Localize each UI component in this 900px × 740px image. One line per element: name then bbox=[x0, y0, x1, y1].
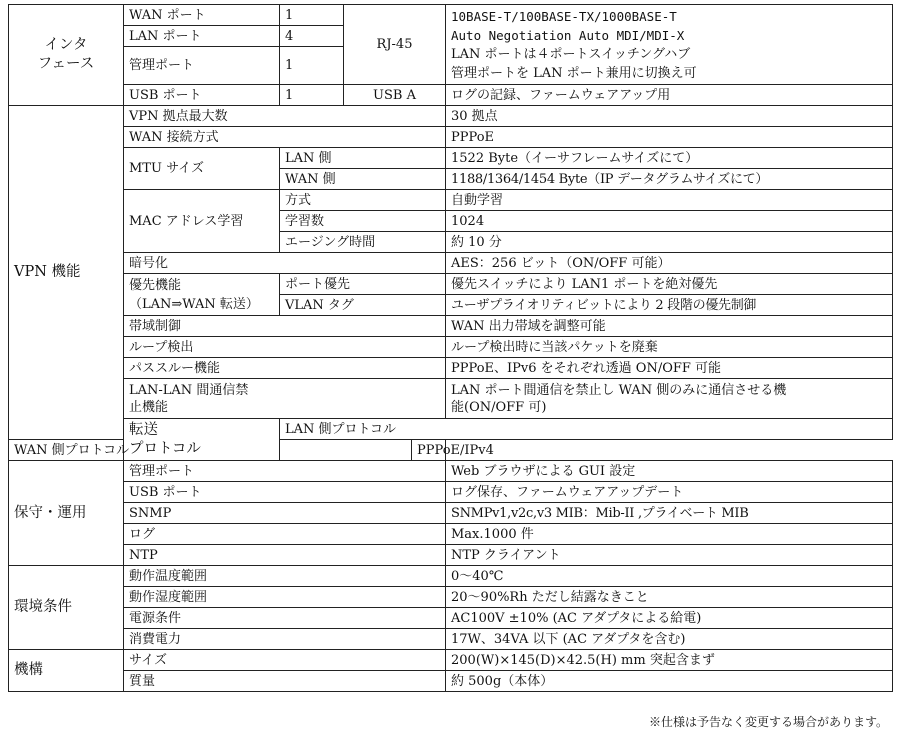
interface-lan-port-label: LAN ポート bbox=[124, 26, 280, 47]
vpn-max-sites-label: VPN 拠点最大数 bbox=[124, 106, 446, 127]
vpn-bandwidth-label: 帯域制御 bbox=[124, 316, 446, 337]
env-humidity-value: 20～90%Rh ただし結露なきこと bbox=[446, 587, 893, 608]
interface-mgmt-port-label: 管理ポート bbox=[124, 47, 280, 85]
vpn-mac-count-label: 学習数 bbox=[280, 211, 446, 232]
interface-desc-line: LAN ポートは４ポートスイッチングハブ bbox=[451, 46, 691, 62]
category-interface: インタ フェース bbox=[9, 5, 124, 106]
vpn-mtu-wan-value: 1188/1364/1454 Byte（IP データグラムサイズにて） bbox=[446, 169, 893, 190]
vpn-priority-port-value: 優先スイッチにより LAN1 ポートを絶対優先 bbox=[446, 274, 893, 295]
env-power-value: AC100V ±10% (AC アダプタによる給電) bbox=[446, 608, 893, 629]
vpn-mac-aging-label: エージング時間 bbox=[280, 232, 446, 253]
category-maintenance: 保守・運用 bbox=[9, 461, 124, 566]
interface-mgmt-port-count: 1 bbox=[280, 47, 344, 85]
env-consumption-label: 消費電力 bbox=[124, 629, 446, 650]
maint-ntp-label: NTP bbox=[124, 545, 446, 566]
vpn-lan-lan-label: LAN-LAN 間通信禁 止機能 bbox=[124, 379, 446, 419]
mech-size-label: サイズ bbox=[124, 650, 446, 671]
interface-usb-description: ログの記録、ファームウェアアップ用 bbox=[446, 85, 893, 106]
env-power-label: 電源条件 bbox=[124, 608, 446, 629]
interface-desc-line: 管理ポートを LAN ポート兼用に切換え可 bbox=[451, 65, 697, 81]
category-mechanism: 機構 bbox=[9, 650, 124, 692]
env-consumption-value: 17W、34VA 以下 (AC アダプタを含む) bbox=[446, 629, 893, 650]
category-transfer: 転送 プロトコル bbox=[124, 419, 280, 461]
vpn-encryption-label: 暗号化 bbox=[124, 253, 446, 274]
transfer-lan-label: LAN 側プロトコル bbox=[280, 419, 893, 440]
maint-usb-value: ログ保存、ファームウェアアップデート bbox=[446, 482, 893, 503]
env-humidity-label: 動作湿度範囲 bbox=[124, 587, 446, 608]
env-temp-label: 動作温度範囲 bbox=[124, 566, 446, 587]
vpn-mac-method-label: 方式 bbox=[280, 190, 446, 211]
vpn-passthrough-label: パススルー機能 bbox=[124, 358, 446, 379]
vpn-mac-count-value: 1024 bbox=[446, 211, 893, 232]
vpn-priority-vlan-value: ユーザプライオリティビットにより 2 段階の優先制御 bbox=[446, 295, 893, 316]
vpn-priority-vlan-label: VLAN タグ bbox=[280, 295, 446, 316]
maint-snmp-label: SNMP bbox=[124, 503, 446, 524]
vpn-mac-method-value: 自動学習 bbox=[446, 190, 893, 211]
env-temp-value: 0～40℃ bbox=[446, 566, 893, 587]
interface-wan-port-label: WAN ポート bbox=[124, 5, 280, 26]
transfer-wan-label: WAN 側プロトコル bbox=[9, 440, 412, 461]
mech-weight-label: 質量 bbox=[124, 671, 446, 692]
vpn-mtu-lan-label: LAN 側 bbox=[280, 148, 446, 169]
maint-snmp-value: SNMPv1,v2c,v3 MIB：Mib-II ,プライベート MIB bbox=[446, 503, 893, 524]
mech-size-value: 200(W)×145(D)×42.5(H) mm 突起含まず bbox=[446, 650, 893, 671]
vpn-wan-method-label: WAN 接続方式 bbox=[124, 127, 446, 148]
category-vpn: VPN 機能 bbox=[9, 106, 124, 440]
maint-log-value: Max.1000 件 bbox=[446, 524, 893, 545]
vpn-mtu-lan-value: 1522 Byte（イーサフレームサイズにて） bbox=[446, 148, 893, 169]
spec-table bbox=[8, 4, 893, 692]
vpn-passthrough-value: PPPoE、IPv6 をそれぞれ透過 ON/OFF 可能 bbox=[446, 358, 893, 379]
interface-usb-port-label: USB ポート bbox=[124, 85, 280, 106]
vpn-mtu-wan-label: WAN 側 bbox=[280, 169, 446, 190]
transfer-wan-value: PPPoE/IPv4 bbox=[412, 440, 446, 461]
mech-weight-value: 約 500g（本体） bbox=[446, 671, 893, 692]
footnote: ※仕様は予告なく変更する場合があります。 bbox=[648, 715, 888, 729]
vpn-mac-label: MAC アドレス学習 bbox=[124, 190, 280, 253]
vpn-loop-label: ループ検出 bbox=[124, 337, 446, 358]
category-environment: 環境条件 bbox=[9, 566, 124, 650]
vpn-mac-aging-value: 約 10 分 bbox=[446, 232, 893, 253]
vpn-bandwidth-value: WAN 出力帯域を調整可能 bbox=[446, 316, 893, 337]
interface-description bbox=[446, 5, 893, 85]
maint-mgmt-label: 管理ポート bbox=[124, 461, 446, 482]
interface-desc-line: 10BASE-T/100BASE-TX/1000BASE-T bbox=[451, 8, 677, 24]
vpn-wan-method-value: PPPoE bbox=[446, 127, 893, 148]
interface-usb-port-count: 1 bbox=[280, 85, 344, 106]
maint-log-label: ログ bbox=[124, 524, 446, 545]
interface-usb-connector: USB A bbox=[344, 85, 446, 106]
vpn-priority-port-label: ポート優先 bbox=[280, 274, 446, 295]
vpn-max-sites-value: 30 拠点 bbox=[446, 106, 893, 127]
maint-usb-label: USB ポート bbox=[124, 482, 446, 503]
vpn-encryption-value: AES：256 ビット（ON/OFF 可能） bbox=[446, 253, 893, 274]
interface-lan-port-count: 4 bbox=[280, 26, 344, 47]
vpn-lan-lan-value: LAN ポート間通信を禁止し WAN 側のみに通信させる機 能(ON/OFF 可) bbox=[446, 379, 893, 419]
maint-mgmt-value: Web ブラウザによる GUI 設定 bbox=[446, 461, 893, 482]
interface-wan-port-count: 1 bbox=[280, 5, 344, 26]
interface-connector: RJ-45 bbox=[344, 5, 446, 85]
vpn-priority-label: 優先機能 （LAN⇒WAN 転送） bbox=[124, 274, 280, 316]
interface-desc-line: Auto Negotiation Auto MDI/MDI-X bbox=[451, 27, 685, 43]
vpn-mtu-label: MTU サイズ bbox=[124, 148, 280, 190]
vpn-loop-value: ループ検出時に当該パケットを廃棄 bbox=[446, 337, 893, 358]
maint-ntp-value: NTP クライアント bbox=[446, 545, 893, 566]
